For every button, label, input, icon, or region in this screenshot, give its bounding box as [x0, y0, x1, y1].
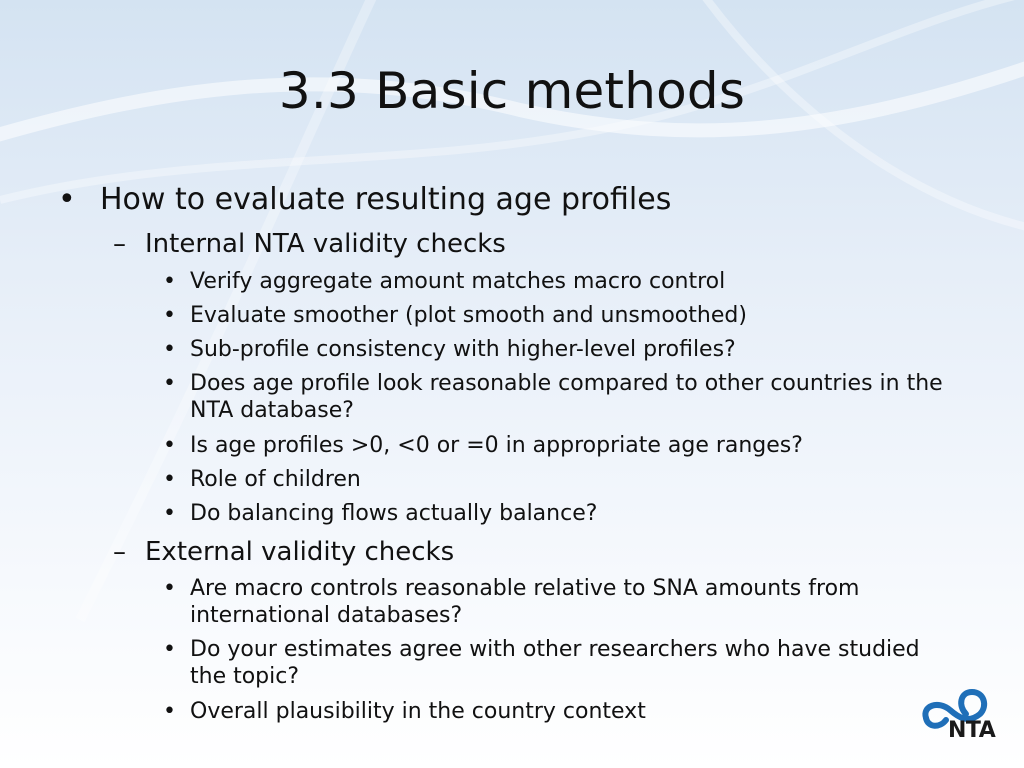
list-item-text: Are macro controls reasonable relative to SNA amounts from international databases?: [190, 576, 860, 628]
dash-icon: –: [113, 537, 126, 567]
list-item-text: Overall plausibility in the country context: [190, 699, 646, 724]
bullet-icon: •: [163, 371, 176, 396]
bullet-icon: •: [163, 467, 176, 492]
subheading-text: External validity checks: [145, 537, 455, 567]
list-item-text: Is age profiles >0, <0 or =0 in appropriate age ranges?: [190, 433, 803, 458]
list-item-text: Does age profile look reasonable compared to other countries in the NTA database?: [190, 371, 943, 423]
list-item-text: Role of children: [190, 467, 361, 492]
bullet-icon: •: [58, 182, 76, 217]
list-item-text: Evaluate smoother (plot smooth and unsmoothed): [190, 303, 747, 328]
bullet-icon: •: [163, 576, 176, 601]
bullet-icon: •: [163, 433, 176, 458]
list-item-text: Do your estimates agree with other researchers who have studied the topic?: [190, 637, 920, 689]
bullet-icon: •: [163, 699, 176, 724]
subheading-text: Internal NTA validity checks: [145, 229, 506, 259]
bullet-icon: •: [163, 269, 176, 294]
dash-icon: –: [113, 229, 126, 259]
bullet-icon: •: [163, 637, 176, 662]
bullet-icon: •: [163, 337, 176, 362]
bullet-level1-text: How to evaluate resulting age profiles: [100, 182, 672, 217]
list-item-text: Do balancing flows actually balance?: [190, 501, 598, 526]
list-item-text: Verify aggregate amount matches macro control: [190, 269, 726, 294]
list-item-text: Sub-profile consistency with higher-level profiles?: [190, 337, 736, 362]
bullet-icon: •: [163, 303, 176, 328]
logo-text: NTA: [948, 718, 996, 743]
slide-title: 3.3 Basic methods: [278, 62, 746, 120]
bullet-icon: •: [163, 501, 176, 526]
